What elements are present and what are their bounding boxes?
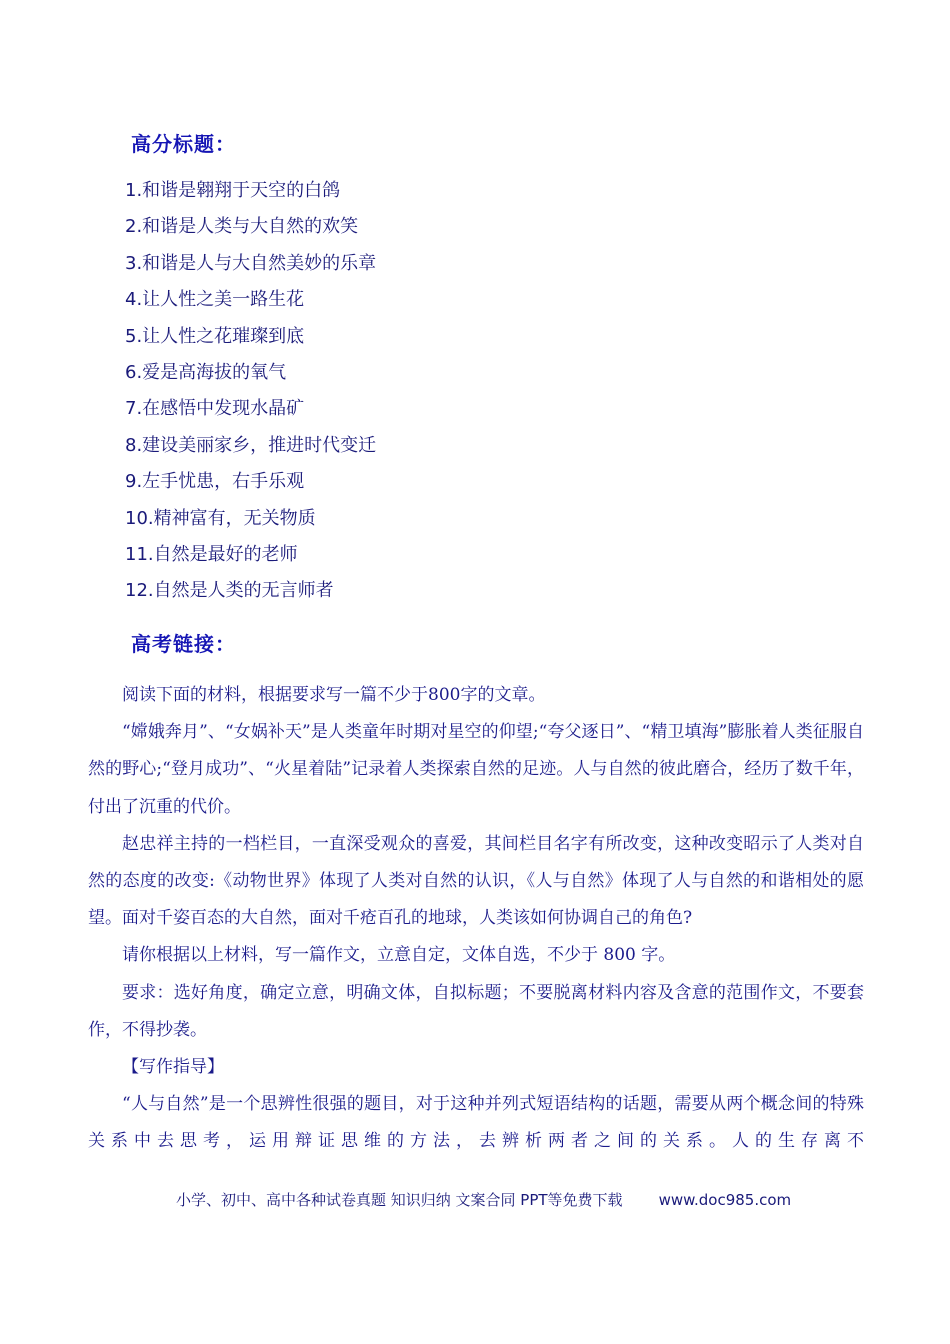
- title-list: [125, 178, 376, 615]
- section-heading-exam-link: 高考链接：: [131, 632, 236, 656]
- list-item: 6.爱是高海拔的氧气: [125, 361, 287, 383]
- list-item: 11.自然是最好的老师: [125, 543, 298, 565]
- footer-site-link[interactable]: www.doc985.com: [658, 1191, 792, 1209]
- list-item: 4.让人性之美一路生花: [125, 289, 305, 311]
- section-heading-titles: 高分标题：: [131, 132, 236, 156]
- paragraph-intro: 阅读下面的材料，根据要求写一篇不少于800字的文章。: [122, 685, 546, 705]
- paragraph-guide: “人与自然”是一个思辨性很强的题目，对于这种并列式短语结构的话题，需要从两个概念间的特殊关系中去思考，运用辩证思维的方法，去辨析两者之间的关系。人的生存离不: [88, 1094, 864, 1152]
- list-item: 8.建设美丽家乡，推进时代变迁: [125, 434, 377, 456]
- list-item: 12.自然是人类的无言师者: [125, 580, 334, 602]
- paragraph-instruction: 请你根据以上材料，写一篇作文，立意自定，文体自选，不少于 800 字。: [122, 945, 676, 966]
- paragraph-guide-heading: 【写作指导】: [122, 1057, 224, 1078]
- list-item: 5.让人性之花璀璨到底: [125, 325, 305, 347]
- exam-body-text: [88, 677, 864, 1161]
- page-footer: [176, 1189, 791, 1210]
- paragraph-requirements: 要求：选好角度，确定立意，明确文体，自拟标题；不要脱离材料内容及含意的范围作文，不要套作，不得抄袭。: [88, 982, 864, 1040]
- list-item: 2.和谐是人类与大自然的欢笑: [125, 216, 359, 238]
- list-item: 3.和谐是人与大自然美妙的乐章: [125, 252, 377, 274]
- list-item: 1.和谐是翱翔于天空的白鸽: [125, 180, 341, 201]
- list-item: 9.左手忧患，右手乐观: [125, 471, 305, 493]
- list-item: 7.在感悟中发现水晶矿: [125, 398, 305, 420]
- paragraph-material-2: 赵忠祥主持的一档栏目，一直深受观众的喜爱，其间栏目名字有所改变，这种改变昭示了人类对自然的态度的改变:《动物世界》体现了人类对自然的认识，《人与自然》体现了人与自然的和谐相处的愿望。面对千姿百态的大自然，面对千疮百孔的地球，人类该如何协调自己的角色?: [88, 833, 864, 929]
- list-item: 10.精神富有，无关物质: [125, 507, 316, 529]
- paragraph-material-1: “嫦娥奔月”、“女娲补天”是人类童年时期对星空的仰望;“夸父逐日”、“精卫填海”膨胀着人类征服自然的野心;“登月成功”、“火星着陆”记录着人类探索自然的足迹。人与自然的彼此磨合，经历了数千年，付出了沉重的代价。: [88, 722, 864, 817]
- footer-text: 小学、初中、高中各种试卷真题 知识归纳 文案合同 PPT等免费下载: [176, 1191, 623, 1209]
